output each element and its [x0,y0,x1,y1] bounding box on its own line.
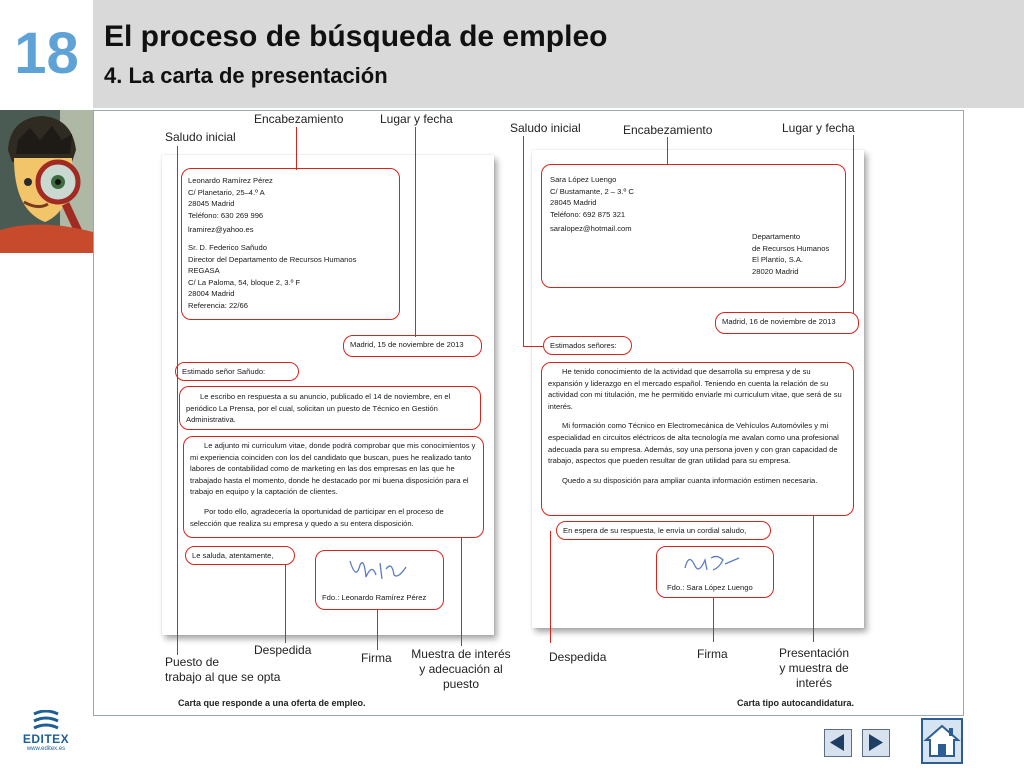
firma2-line [713,598,714,642]
firma1-line [377,610,378,650]
letter2-greeting: Estimados señores: [550,341,617,350]
letter2-sender-email: saralopez@hotmail.com [550,224,632,234]
letter2-signature: Fdo.: Sara López Luengo [667,583,753,593]
label-encabezamiento: Encabezamiento [623,123,713,137]
letter1-recipient-line: REGASA [188,266,220,276]
brand-url: www.editex.es [26,746,66,752]
previous-button[interactable] [824,729,852,757]
letter2-date: Madrid, 16 de noviembre de 2013 [722,317,836,326]
label-line: puesto [442,677,480,691]
despedida2-line [550,531,551,643]
brand-name: EDITEX [22,732,70,746]
letter1-sender-line: 28045 Madrid [188,199,235,209]
letter1-recipient-line: Sr. D. Federico Sañudo [188,242,267,252]
letter1-date-box [343,335,482,357]
label-line: y muestra de [779,661,849,675]
label-line: Puesto de [165,655,220,669]
letter1-body-paragraph: Le adjunto mi curriculum vitae, donde podrá comprobar que mis conocimientos y mi experiencia coinciden con los del candidato que buscan, pues he realizado tanto labores de contabilidad como de marketing en las dos empresas en las que he trabajado hasta el momento, donde he destacado por mi buena disposición para el trabajo en equipo y la captación de clientes. [190,441,476,497]
label-despedida: Despedida [254,643,312,657]
label-encabezamiento: Encabezamiento [254,112,344,126]
letter1-intro: Le escribo en respuesta a su anuncio, publicado el 14 de noviembre, en el periódico La Prensa, por el cual, solicitan un puesto de Técnico en Gestión Administrativa. [186,392,451,425]
letter2-body-paragraph: Quedo a su disposición para ampliar cuanta información estimen necesaria. [562,475,818,485]
label-puesto-trabajo [165,655,280,685]
letter2-handwritten-signature [679,550,743,576]
letter1-recipient-line: Referencia: 22/66 [188,300,248,310]
home-button[interactable] [921,718,963,764]
label-presentacion-interes [762,646,866,691]
letter1-recipient-line: Director del Departamento de Recursos Humanos [188,254,357,264]
magnifier-illustration [0,110,93,253]
letter2-recipient-line: 28020 Madrid [752,266,799,276]
letter2-closing: En espera de su respuesta, le envía un cordial saludo, [563,526,747,535]
label-firma: Firma [361,651,392,665]
letter2-body-paragraph: He tenido conocimiento de la actividad que desarrolla su empresa y de su expansión y liderazgo en el mercado español. Teniendo en cuenta la relación de su actividad con mi titulación, me he permitido enviarle mi curriculum vitae, que será de su interés. [548,367,842,411]
label-saludo-inicial: Saludo inicial [510,121,581,135]
next-button[interactable] [862,729,890,757]
letter1-intro-box [179,386,481,430]
letter2-sender-line: Sara López Luengo [550,175,617,184]
letter2-body-box [541,362,854,516]
letter2-sender-line: Teléfono: 692 875 321 [550,209,626,219]
letter2-closing-box [556,521,771,540]
header-bar [93,0,1024,108]
label-despedida: Despedida [549,650,607,664]
encab2-line [667,137,668,165]
letter1-body-paragraph: Por todo ello, agradecería la oportunidad de participar en el proceso de selección que realiza su empresa y quedo a su entera disposición. [190,506,444,528]
label-line: trabajo al que se opta [165,670,281,684]
letter2-recipient-line: El Plantío, S.A. [752,255,804,265]
editex-logo [16,710,76,752]
letter1-handwritten-signature [346,555,416,583]
label-muestra-interes [405,647,517,692]
letter1-greeting: Estimado señor Sañudo: [182,367,266,376]
letter2-header-box [541,164,846,288]
letter2-body-paragraph: Mi formación como Técnico en Electromecánica de Vehículos Automóviles y mi especialidad en circuitos eléctricos de alta tecnología me avalan como una profesional adecuada para su empresa. Además, soy una persona joven y con gran capacidad de trabajo, aspectos que pueden resultar de gran utilidad para su empresa. [548,421,839,466]
letter1-sender-line: Leonardo Ramírez Pérez [188,176,273,185]
letter2-greeting-box [543,336,632,355]
label-line: Muestra de interés [411,647,511,661]
letter2-recipient-line: Departamento [752,232,801,241]
arrow-left-icon [825,730,850,755]
letter1-date: Madrid, 15 de noviembre de 2013 [350,340,464,349]
letter1-greeting-box [175,362,299,381]
label-line: interés [795,676,833,690]
page-subtitle: 4. La carta de presentación [104,63,388,88]
letter2-sender-line: 28045 Madrid [550,198,597,208]
caption-right: Carta tipo autocandidatura. [737,698,855,708]
home-icon [923,720,961,762]
letter1-header-box [181,168,400,320]
page-title: El proceso de búsqueda de empleo [104,20,608,53]
letter1-recipient-line: C/ La Paloma, 54, bloque 2, 3.º F [188,277,301,287]
saludo2-line [523,136,524,347]
letter2-signature-box [656,546,774,598]
lugar1-line [415,127,416,337]
presentacion2-line [813,516,814,642]
editex-logo-mark [28,710,64,732]
caption-left: Carta que responde a una oferta de empleo. [178,698,366,708]
letter1-signature-box [315,550,444,610]
label-firma: Firma [697,647,728,661]
saludo1-line [177,146,178,655]
label-lugar-fecha: Lugar y fecha [782,121,855,135]
label-line: y adecuación al [419,662,503,676]
letter1-sender-line: C/ Planetario, 25–4.º A [188,187,265,197]
letter1-signature: Fdo.: Leonardo Ramírez Pérez [322,593,427,603]
lugar2-line [853,135,854,313]
letter1-sender-email: lramirez@yahoo.es [188,225,254,235]
despedida1-line [285,565,286,643]
letter1-body-box [183,436,484,538]
letter1-sender-line: Teléfono: 630 269 996 [188,210,264,220]
muestra1-line [461,538,462,646]
letter1-recipient-line: 28004 Madrid [188,289,235,299]
letter2-sender-line: C/ Bustamante, 2 – 3.º C [550,186,634,196]
label-lugar-fecha: Lugar y fecha [380,112,453,126]
encab1-line [296,127,297,170]
letter2-recipient-line: de Recursos Humanos [752,243,830,253]
letter1-closing: Le saluda, atentamente, [192,551,274,560]
unit-number: 18 [14,21,79,86]
saludo2-line-horizontal [523,346,543,347]
arrow-right-icon [863,730,888,755]
letter1-closing-box [185,546,295,565]
label-saludo-inicial: Saludo inicial [165,130,236,144]
label-line: Presentación [778,646,850,660]
letter2-date-box [715,312,859,334]
